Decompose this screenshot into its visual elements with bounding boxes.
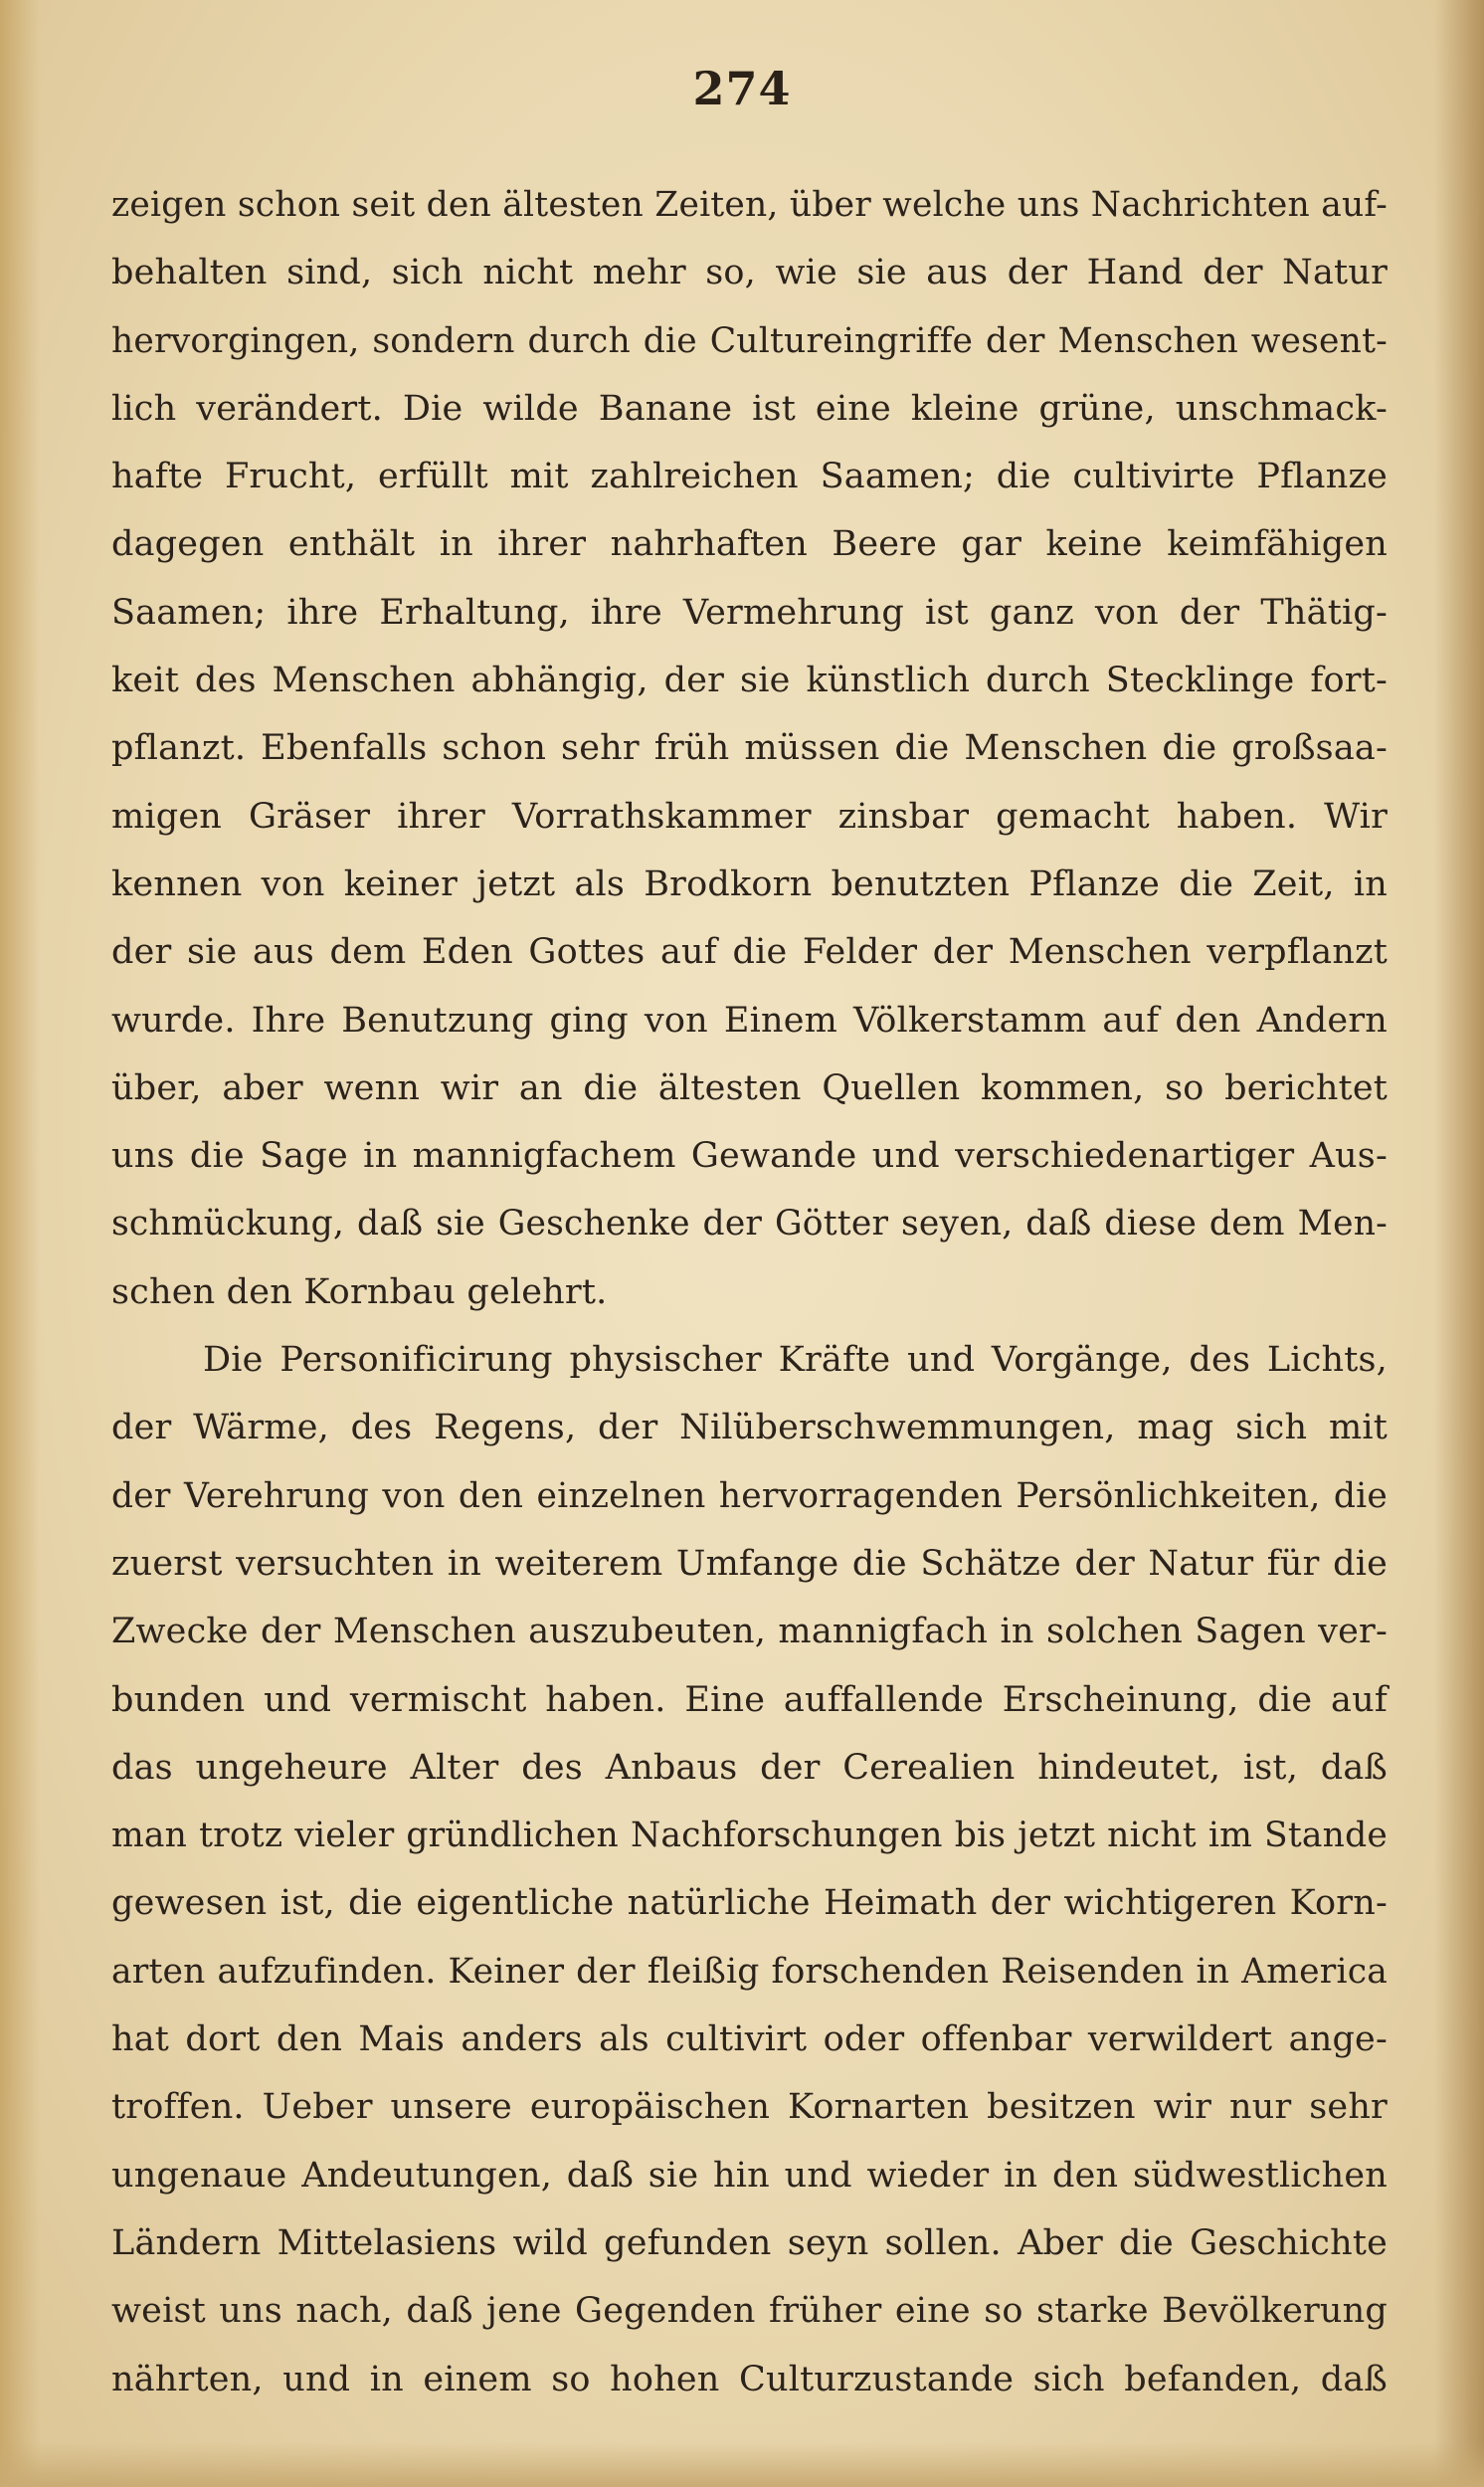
- text-line: der Wärme, des Regens, der Nilüberschwemmungen, mag sich mit: [111, 1408, 1388, 1448]
- page-number: 274: [692, 62, 792, 115]
- text-line: der Verehrung von den einzelnen hervorragenden Persönlichkeiten, die: [111, 1475, 1388, 1516]
- page-edge-shadow-bottom: [0, 2442, 1484, 2487]
- text-line: pflanzt. Ebenfalls schon sehr früh müssen die Menschen die großsaa-: [111, 728, 1388, 769]
- text-line: wurde. Ihre Benutzung ging von Einem Völkerstamm auf den Andern: [111, 1000, 1388, 1041]
- text-line: behalten sind, sich nicht mehr so, wie sie aus der Hand der Natur: [111, 253, 1388, 293]
- text-line: gewesen ist, die eigentliche natürliche Heimath der wichtigeren Korn-: [111, 1883, 1388, 1924]
- body-text: [111, 171, 1388, 2413]
- text-line: arten aufzufinden. Keiner der fleißig forschenden Reisenden in America: [111, 1951, 1388, 1992]
- text-line-paragraph-end: schen den Kornbau gelehrt.: [111, 1271, 608, 1312]
- text-line: der sie aus dem Eden Gottes auf die Felder der Menschen verpflanzt: [111, 932, 1388, 973]
- text-line: kennen von keiner jetzt als Brodkorn benutzten Pflanze die Zeit, in: [111, 863, 1388, 904]
- page-edge-shadow-left: [0, 0, 40, 2487]
- text-line: hervorgingen, sondern durch die Cultureingriffe der Menschen wesent-: [111, 320, 1388, 361]
- text-line: keit des Menschen abhängig, der sie künstlich durch Stecklinge fort-: [111, 661, 1388, 701]
- text-line: zeigen schon seit den ältesten Zeiten, über welche uns Nachrichten auf-: [111, 185, 1388, 225]
- text-line: migen Gräser ihrer Vorrathskammer zinsbar gemacht haben. Wir: [111, 796, 1388, 837]
- text-line: Zwecke der Menschen auszubeuten, mannigfach in solchen Sagen ver-: [111, 1612, 1388, 1652]
- text-line: ungenaue Andeutungen, daß sie hin und wieder in den südwestlichen: [111, 2155, 1388, 2196]
- text-line: man trotz vieler gründlichen Nachforschungen bis jetzt nicht im Stande: [111, 1816, 1388, 1856]
- text-line: Ländern Mittelasiens wild gefunden seyn sollen. Aber die Geschichte: [111, 2222, 1388, 2263]
- text-line: schmückung, daß sie Geschenke der Götter seyen, daß diese dem Men-: [111, 1204, 1388, 1244]
- text-line: troffen. Ueber unsere europäischen Kornarten besitzen wir nur sehr: [111, 2087, 1388, 2128]
- page-edge-shadow-right: [1434, 0, 1484, 2487]
- text-line: hafte Frucht, erfüllt mit zahlreichen Saamen; die cultivirte Pflanze: [111, 457, 1388, 497]
- text-line: zuerst versuchten in weiterem Umfange die Schätze der Natur für die: [111, 1543, 1388, 1584]
- text-line: lich verändert. Die wilde Banane ist eine kleine grüne, unschmack-: [111, 388, 1388, 429]
- text-line: nährten, und in einem so hohen Culturzustande sich befanden, daß: [111, 2359, 1388, 2399]
- text-line: das ungeheure Alter des Anbaus der Cerealien hindeutet, ist, daß: [111, 1747, 1388, 1788]
- text-line-paragraph-start: Die Personificirung physischer Kräfte und Vorgänge, des Lichts,: [203, 1340, 1388, 1381]
- text-line: hat dort den Mais anders als cultivirt oder offenbar verwildert ange-: [111, 2019, 1388, 2060]
- text-line: bunden und vermischt haben. Eine auffallende Erscheinung, die auf: [111, 1679, 1388, 1720]
- text-line: Saamen; ihre Erhaltung, ihre Vermehrung ist ganz von der Thätig-: [111, 592, 1388, 633]
- text-line: uns die Sage in mannigfachem Gewande und verschiedenartiger Aus-: [111, 1136, 1388, 1177]
- text-line: dagegen enthält in ihrer nahrhaften Beere gar keine keimfähigen: [111, 524, 1388, 565]
- text-line: über, aber wenn wir an die ältesten Quellen kommen, so berichtet: [111, 1067, 1388, 1108]
- text-line: weist uns nach, daß jene Gegenden früher eine so starke Bevölkerung: [111, 2291, 1388, 2332]
